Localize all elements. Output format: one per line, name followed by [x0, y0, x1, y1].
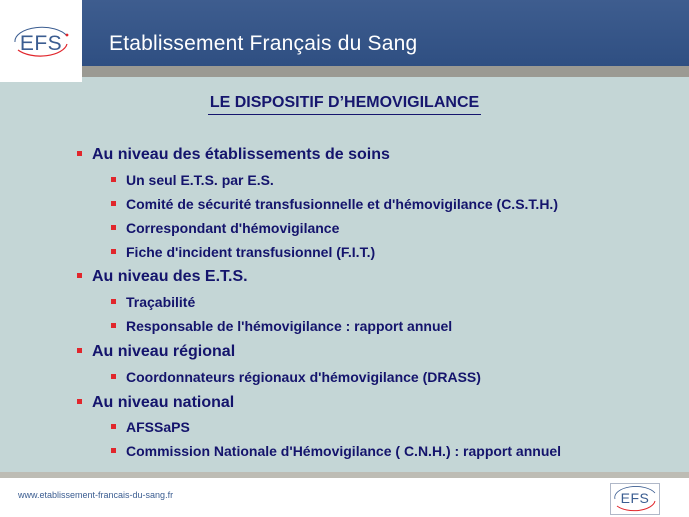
bullet-square-icon	[77, 151, 82, 156]
footer-efs-logo-icon	[610, 483, 660, 515]
list-item: Au niveau national	[92, 394, 234, 412]
list-item: Responsable de l'hémovigilance : rapport annuel	[126, 318, 452, 334]
list-item: Traçabilité	[126, 294, 195, 310]
list-item: Commission Nationale d'Hémovigilance ( C.N.H.) : rapport annuel	[126, 443, 561, 459]
list-item: Fiche d'incident transfusionnel (F.I.T.)	[126, 244, 375, 260]
bullet-square-icon	[111, 225, 116, 230]
bullet-square-icon	[111, 374, 116, 379]
efs-logo-icon	[10, 26, 72, 58]
bullet-square-icon	[77, 399, 82, 404]
footer-logo-text: EFS	[620, 490, 650, 506]
list-item: Comité de sécurité transfusionnelle et d'hémovigilance (C.S.T.H.)	[126, 196, 558, 212]
list-item: Au niveau des E.T.S.	[92, 268, 248, 286]
list-item: Un seul E.T.S. par E.S.	[126, 172, 274, 188]
list-item: Au niveau des établissements de soins	[92, 146, 390, 164]
bullet-square-icon	[111, 448, 116, 453]
list-item: Au niveau régional	[92, 343, 235, 361]
bullet-square-icon	[111, 177, 116, 182]
footer-url-link[interactable]: www.etablissement-francais-du-sang.fr	[18, 490, 174, 500]
slide-title-text: LE DISPOSITIF D’HEMOVIGILANCE	[208, 94, 481, 115]
footer	[0, 478, 689, 517]
list-item: Coordonnateurs régionaux d'hémovigilance (DRASS)	[126, 369, 481, 385]
bullet-square-icon	[111, 249, 116, 254]
bullet-square-icon	[111, 299, 116, 304]
logo-text: EFS	[19, 32, 63, 55]
bullet-square-icon	[111, 424, 116, 429]
bullet-square-icon	[111, 201, 116, 206]
bullet-square-icon	[77, 348, 82, 353]
bullet-square-icon	[111, 323, 116, 328]
list-item: AFSSaPS	[126, 419, 190, 435]
organization-name: Etablissement Français du Sang	[109, 32, 418, 55]
logo-box	[0, 0, 82, 82]
list-item: Correspondant d'hémovigilance	[126, 220, 339, 236]
bullet-square-icon	[77, 273, 82, 278]
